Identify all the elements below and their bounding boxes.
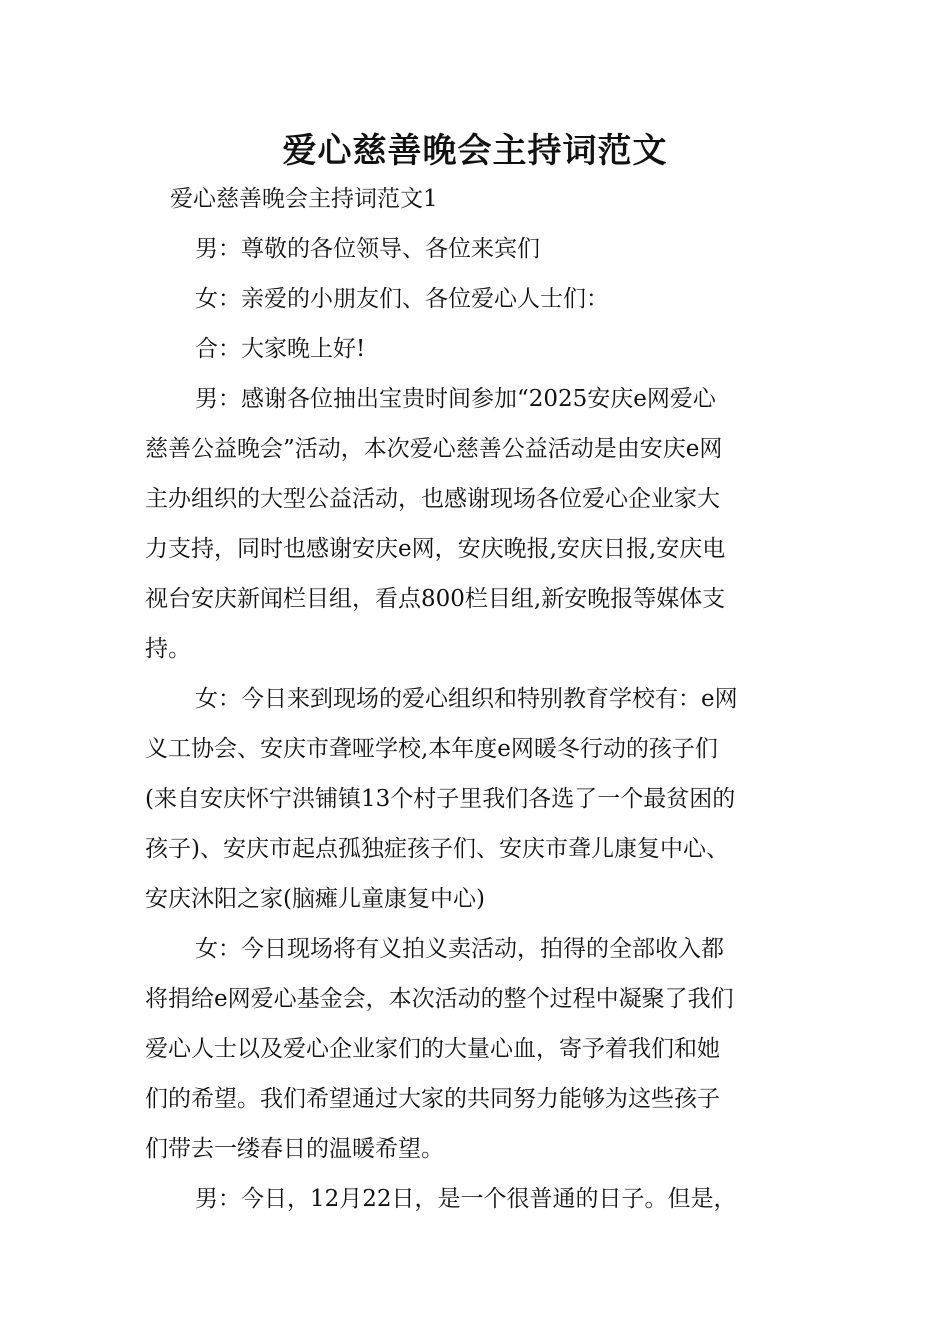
text-line-8: 视台安庆新闻栏目组，看点800栏目组,新安晚报等媒体支 [145,586,726,612]
text-line-1: 男：尊敬的各位领导、各位来宾们 [195,236,540,262]
text-line-9: 持。 [145,636,191,662]
text-line-12: (来自安庆怀宁洪铺镇13个村子里我们各选了一个最贫困的 [145,786,736,812]
text-line-15: 女：今日现场将有义拍义卖活动，拍得的全部收入都 [195,936,724,962]
text-line-2: 女：亲爱的小朋友们、各位爱心人士们： [195,286,609,312]
text-line-6: 主办组织的大型公益活动，也感谢现场各位爱心企业家大 [145,486,720,512]
text-line-13: 孩子)、安庆市起点孤独症孩子们、安庆市聋儿康复中心、 [145,836,729,862]
text-line-3: 合：大家晚上好! [195,336,366,362]
text-line-19: 们带去一缕春日的温暖希望。 [145,1136,444,1162]
text-line-10: 女：今日来到现场的爱心组织和特别教育学校有：e网 [195,686,738,712]
text-line-11: 义工协会、安庆市聋哑学校,本年度e网暖冬行动的孩子们 [145,736,718,762]
text-line-20: 男：今日，12月22日，是一个很普通的日子。但是， [195,1186,737,1212]
text-line-5: 慈善公益晚会”活动，本次爱心慈善公益活动是由安庆e网 [145,436,723,462]
section-heading: 爱心慈善晚会主持词范文1 [170,186,438,212]
document-title: 爱心慈善晚会主持词范文 [282,131,668,171]
text-line-18: 们的希望。我们希望通过大家的共同努力能够为这些孩子 [145,1086,720,1112]
text-line-17: 爱心人士以及爱心企业家们的大量心血，寄予着我们和她 [145,1036,720,1062]
text-line-7: 力支持，同时也感谢安庆e网，安庆晚报,安庆日报,安庆电 [145,536,726,562]
text-line-4: 男：感谢各位抽出宝贵时间参加“2025安庆e网爱心 [195,386,716,412]
text-line-14: 安庆沐阳之家(脑瘫儿童康复中心) [145,886,485,912]
text-line-16: 将捐给e网爱心基金会，本次活动的整个过程中凝聚了我们 [145,986,734,1012]
